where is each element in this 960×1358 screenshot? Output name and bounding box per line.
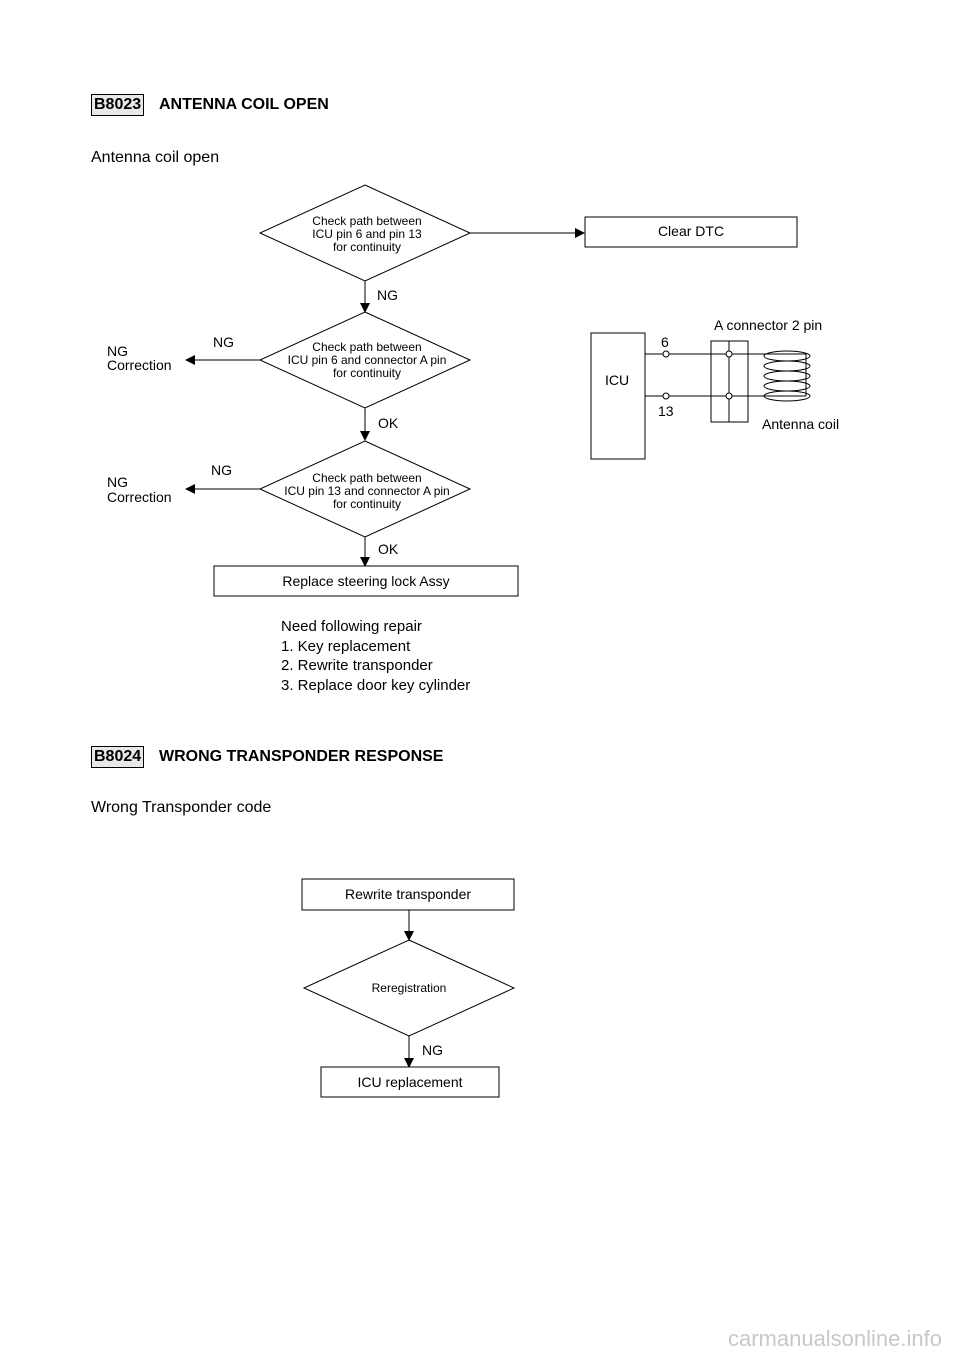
ng-correction-3-line-2: Correction bbox=[107, 489, 172, 505]
decision-2-line-2: ICU pin 6 and connector A pin bbox=[287, 353, 447, 367]
section-subtitle-antenna: Antenna coil open bbox=[91, 149, 220, 166]
replace-steering-lock-label: Replace steering lock Assy bbox=[282, 573, 450, 589]
ng-label-reregistration: NG bbox=[422, 1042, 443, 1058]
repair-list bbox=[281, 617, 470, 695]
decision-1-line-1: Check path between bbox=[312, 214, 422, 228]
decision-2-line-1: Check path between bbox=[312, 340, 422, 354]
clear-dtc-label: Clear DTC bbox=[657, 223, 725, 239]
icu-label: ICU bbox=[604, 372, 630, 388]
ok-label-1: OK bbox=[378, 415, 399, 431]
repair-item-2: 2. Rewrite transponder bbox=[281, 657, 433, 674]
connector-a-label: A connector 2 pin bbox=[714, 317, 823, 333]
section-title-wrong-transponder: WRONG TRANSPONDER RESPONSE bbox=[159, 748, 444, 765]
terminal-pin-13 bbox=[663, 393, 669, 399]
antenna-coil-icon bbox=[764, 351, 810, 401]
ng-label-2: NG bbox=[213, 334, 234, 350]
antenna-coil-label: Antenna coil bbox=[762, 416, 840, 432]
decision-2-line-3: for continuity bbox=[332, 366, 402, 380]
ng-label-3: NG bbox=[211, 462, 232, 478]
decision-1-line-2: ICU pin 6 and pin 13 bbox=[312, 227, 422, 241]
ng-correction-2-line-1: NG bbox=[107, 343, 128, 359]
dtc-code-b8023: B8023 bbox=[91, 94, 144, 116]
decision-3-line-3: for continuity bbox=[332, 497, 402, 511]
icu-replacement-label: ICU replacement bbox=[357, 1074, 463, 1090]
connector-a-pin-1 bbox=[726, 351, 732, 357]
repair-item-1: 1. Key replacement bbox=[281, 637, 411, 655]
ng-correction-3-line-1: NG bbox=[107, 474, 128, 490]
repair-title: Need following repair bbox=[281, 618, 422, 635]
pin-6-label: 6 bbox=[661, 334, 669, 350]
repair-item-3: 3. Replace door key cylinder bbox=[281, 676, 471, 694]
decision-3-line-1: Check path between bbox=[312, 471, 422, 485]
decision-1-line-3: for continuity bbox=[332, 240, 402, 254]
reregistration-label: Reregistration bbox=[371, 981, 447, 995]
ok-label-2: OK bbox=[378, 541, 399, 557]
ng-correction-2-line-2: Correction bbox=[107, 357, 172, 373]
ng-label-1: NG bbox=[377, 287, 398, 303]
terminal-pin-6 bbox=[663, 351, 669, 357]
connector-a-pin-2 bbox=[726, 393, 732, 399]
decision-3-line-2: ICU pin 13 and connector A pin bbox=[284, 484, 450, 498]
section-subtitle-transponder: Wrong Transponder code bbox=[91, 799, 272, 816]
section-title-antenna-coil-open: ANTENNA COIL OPEN bbox=[159, 96, 329, 113]
watermark-text: carmanualsonline.info bbox=[727, 1326, 942, 1351]
pin-13-label: 13 bbox=[658, 403, 674, 419]
dtc-code-b8024: B8024 bbox=[91, 746, 144, 768]
icu-box bbox=[591, 333, 645, 459]
rewrite-transponder-label: Rewrite transponder bbox=[344, 886, 472, 902]
